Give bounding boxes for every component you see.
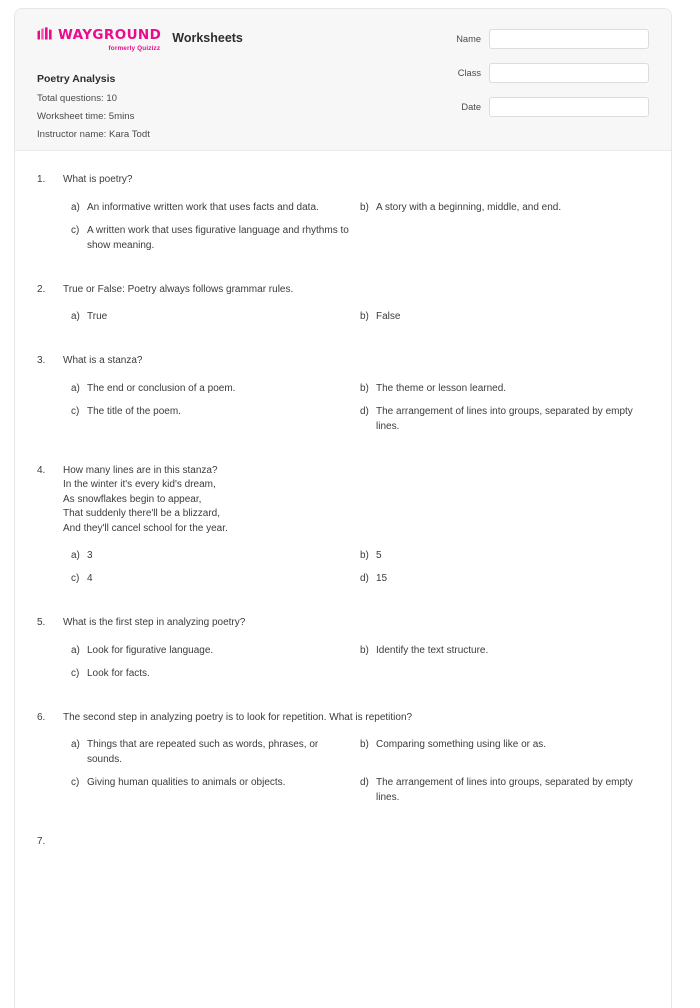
question-number: 1. [37, 174, 46, 185]
question-text: What is poetry? [63, 174, 133, 185]
option-text: Things that are repeated such as words, phrases, or sounds. [87, 739, 319, 765]
option-letter: c) [71, 777, 80, 788]
stanza-line: As snowflakes begin to appear, [63, 493, 202, 505]
question-content [63, 711, 649, 814]
worksheet-title: Poetry Analysis [37, 73, 116, 85]
question-text: What is a stanza? [63, 355, 143, 366]
answer-option[interactable] [71, 775, 360, 805]
question-number: 4. [37, 464, 46, 476]
option-letter: d) [360, 777, 369, 788]
worksheet-time: Worksheet time: 5mins [37, 110, 135, 122]
questions-list [15, 151, 671, 847]
answer-options [63, 643, 649, 689]
answer-options [63, 737, 649, 813]
option-letter: c) [71, 224, 80, 236]
question-number: 3. [37, 355, 46, 366]
answer-option[interactable] [71, 381, 360, 396]
option-text: True [87, 311, 108, 322]
option-letter: b) [360, 382, 369, 394]
worksheet-page [14, 8, 672, 1008]
option-text: A story with a beginning, middle, and end. [376, 201, 562, 213]
name-input[interactable] [489, 29, 649, 49]
question-block [37, 354, 649, 442]
class-input[interactable] [489, 63, 649, 83]
field-row-name [441, 29, 649, 49]
question-number: 5. [37, 617, 46, 628]
logo-wordmark: WAYGROUND [58, 27, 162, 44]
answer-option[interactable] [71, 309, 360, 324]
answer-options [63, 381, 649, 442]
question-block [37, 464, 649, 595]
answer-option[interactable] [360, 309, 649, 324]
question-content [63, 283, 649, 333]
option-letter: a) [71, 201, 80, 213]
answer-option[interactable] [360, 571, 649, 586]
wayground-logo[interactable] [37, 27, 161, 52]
question-number: 6. [37, 711, 46, 723]
option-text: False [376, 311, 401, 322]
instructor-name: Instructor name: Kara Todt [37, 128, 150, 140]
option-text: 4 [87, 573, 93, 584]
answer-option[interactable] [71, 200, 360, 215]
answer-option[interactable] [71, 404, 360, 434]
date-label: Date [461, 102, 481, 112]
question-content [63, 354, 649, 442]
answer-option[interactable] [71, 643, 360, 658]
option-text: Comparing something using like or as. [376, 739, 547, 750]
worksheet-meta [37, 73, 243, 141]
question-text: What is the first step in analyzing poetry? [63, 617, 246, 628]
question-content [63, 835, 649, 847]
option-letter: d) [360, 405, 369, 417]
option-letter: c) [71, 667, 80, 679]
student-info-fields [441, 25, 649, 131]
stanza-line: That suddenly there'll be a blizzard, [63, 508, 220, 519]
field-row-date [441, 97, 649, 117]
question-number: 7. [37, 836, 46, 847]
answer-option[interactable] [360, 404, 649, 434]
answer-options [63, 309, 649, 332]
option-letter: a) [71, 311, 80, 322]
question-content [63, 464, 649, 595]
option-text: Giving human qualities to animals or objects. [87, 777, 286, 788]
answer-option[interactable] [360, 200, 649, 215]
answer-option[interactable] [71, 571, 360, 586]
option-text: The arrangement of lines into groups, separated by empty lines. [376, 405, 633, 432]
answer-option[interactable] [71, 737, 360, 767]
answer-option[interactable] [71, 666, 360, 681]
question-block [37, 835, 649, 847]
option-text: The title of the poem. [87, 405, 181, 417]
answer-option[interactable] [360, 737, 649, 767]
question-text: The second step in analyzing poetry is to look for repetition. What is repetition? [63, 711, 413, 723]
option-text: The arrangement of lines into groups, separated by empty lines. [376, 777, 633, 803]
date-input[interactable] [489, 97, 649, 117]
question-content [63, 616, 649, 689]
wayground-bars-icon [37, 27, 54, 44]
answer-options [63, 200, 649, 261]
option-letter: b) [360, 550, 369, 561]
option-text: The end or conclusion of a poem. [87, 382, 236, 394]
answer-option[interactable] [360, 381, 649, 396]
name-label: Name [456, 34, 481, 44]
stanza-line: In the winter it's every kid's dream, [63, 479, 216, 490]
answer-option[interactable] [360, 643, 649, 658]
question-block [37, 711, 649, 814]
brand-row [37, 27, 243, 53]
question-block [37, 173, 649, 261]
field-row-class [441, 63, 649, 83]
option-text: The theme or lesson learned. [376, 382, 507, 394]
option-letter: c) [71, 573, 80, 584]
answer-options [63, 548, 649, 594]
option-letter: b) [360, 644, 369, 656]
option-text: Look for figurative language. [87, 644, 214, 656]
option-text: 3 [87, 550, 93, 561]
option-letter: b) [360, 201, 369, 213]
option-letter: a) [71, 739, 80, 750]
question-block [37, 616, 649, 689]
option-letter: a) [71, 644, 80, 656]
option-text: An informative written work that uses facts and data. [87, 201, 319, 213]
answer-option[interactable] [71, 548, 360, 563]
option-letter: a) [71, 382, 80, 394]
total-questions: Total questions: 10 [37, 93, 118, 104]
logo-subtext: formerly Quizizz [108, 45, 161, 53]
option-letter: d) [360, 573, 369, 584]
option-text: 15 [376, 573, 388, 584]
question-text: How many lines are in this stanza? [63, 464, 218, 476]
option-text: Identify the text structure. [376, 644, 489, 656]
question-content [63, 173, 649, 261]
option-text: Look for facts. [87, 667, 150, 679]
question-block [37, 283, 649, 333]
option-text: A written work that uses figurative language and rhythms to show meaning. [87, 224, 349, 251]
class-label: Class [457, 68, 481, 78]
product-label: Worksheets [172, 31, 243, 45]
header-left-column [37, 25, 243, 147]
option-letter: c) [71, 405, 80, 417]
logo-main [37, 27, 161, 44]
answer-option[interactable] [71, 223, 360, 253]
option-letter: b) [360, 739, 369, 750]
question-number: 2. [37, 283, 46, 295]
option-letter: a) [71, 550, 80, 561]
answer-option[interactable] [360, 548, 649, 563]
option-text: 5 [376, 550, 382, 561]
option-letter: b) [360, 311, 369, 322]
question-text: True or False: Poetry always follows grammar rules. [63, 283, 294, 295]
stanza-line: And they'll cancel school for the year. [63, 522, 228, 534]
worksheet-header [15, 9, 671, 151]
answer-option[interactable] [360, 775, 649, 805]
